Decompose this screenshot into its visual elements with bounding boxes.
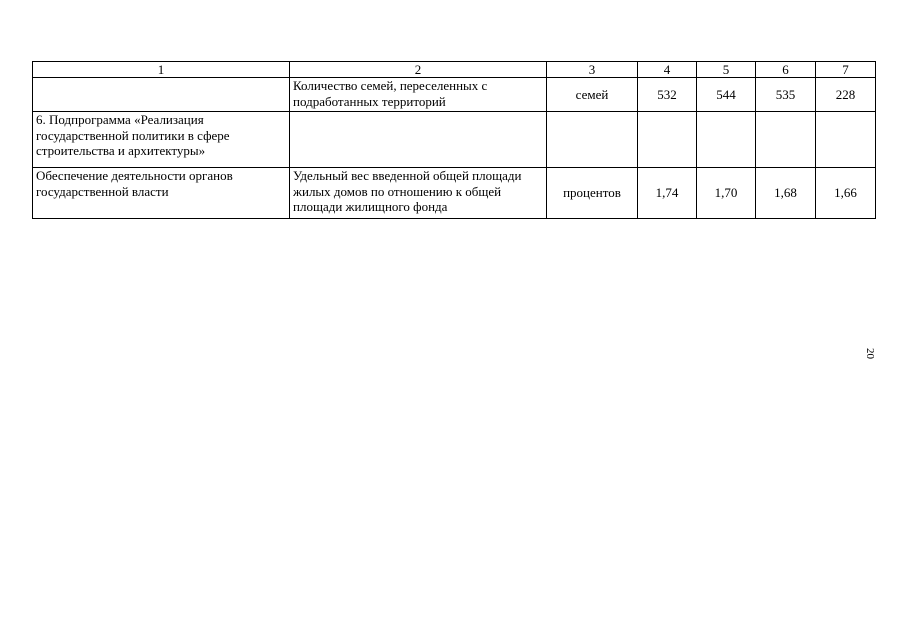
indicators-table	[32, 61, 876, 219]
page-number: 20	[864, 348, 876, 359]
column-header: 5	[697, 62, 756, 78]
value-cell: 532	[638, 78, 697, 112]
table-header-row	[33, 62, 876, 78]
unit-cell	[547, 112, 638, 168]
value-cell: 535	[756, 78, 816, 112]
column-header: 6	[756, 62, 816, 78]
value-cell	[756, 112, 816, 168]
row-name-cell: Обеспечение деятельности органов государственной власти	[33, 168, 290, 219]
value-cell: 1,70	[697, 168, 756, 219]
unit-cell: процентов	[547, 168, 638, 219]
table-row	[33, 168, 876, 219]
column-header: 1	[33, 62, 290, 78]
row-name-cell	[33, 78, 290, 112]
indicator-cell: Количество семей, переселенных с подработанных территорий	[290, 78, 547, 112]
column-header: 4	[638, 62, 697, 78]
table-row	[33, 78, 876, 112]
unit-cell: семей	[547, 78, 638, 112]
value-cell: 1,74	[638, 168, 697, 219]
indicator-cell	[290, 112, 547, 168]
value-cell: 228	[816, 78, 876, 112]
table-row	[33, 112, 876, 168]
row-name-cell: 6. Подпрограмма «Реализация государственной политики в сфере строительства и архитектуры»	[33, 112, 290, 168]
column-header: 7	[816, 62, 876, 78]
value-cell	[638, 112, 697, 168]
value-cell	[816, 112, 876, 168]
indicator-cell: Удельный вес введенной общей площади жилых домов по отношению к общей площади жилищного фонда	[290, 168, 547, 219]
value-cell: 1,66	[816, 168, 876, 219]
value-cell: 1,68	[756, 168, 816, 219]
column-header: 2	[290, 62, 547, 78]
value-cell: 544	[697, 78, 756, 112]
column-header: 3	[547, 62, 638, 78]
value-cell	[697, 112, 756, 168]
